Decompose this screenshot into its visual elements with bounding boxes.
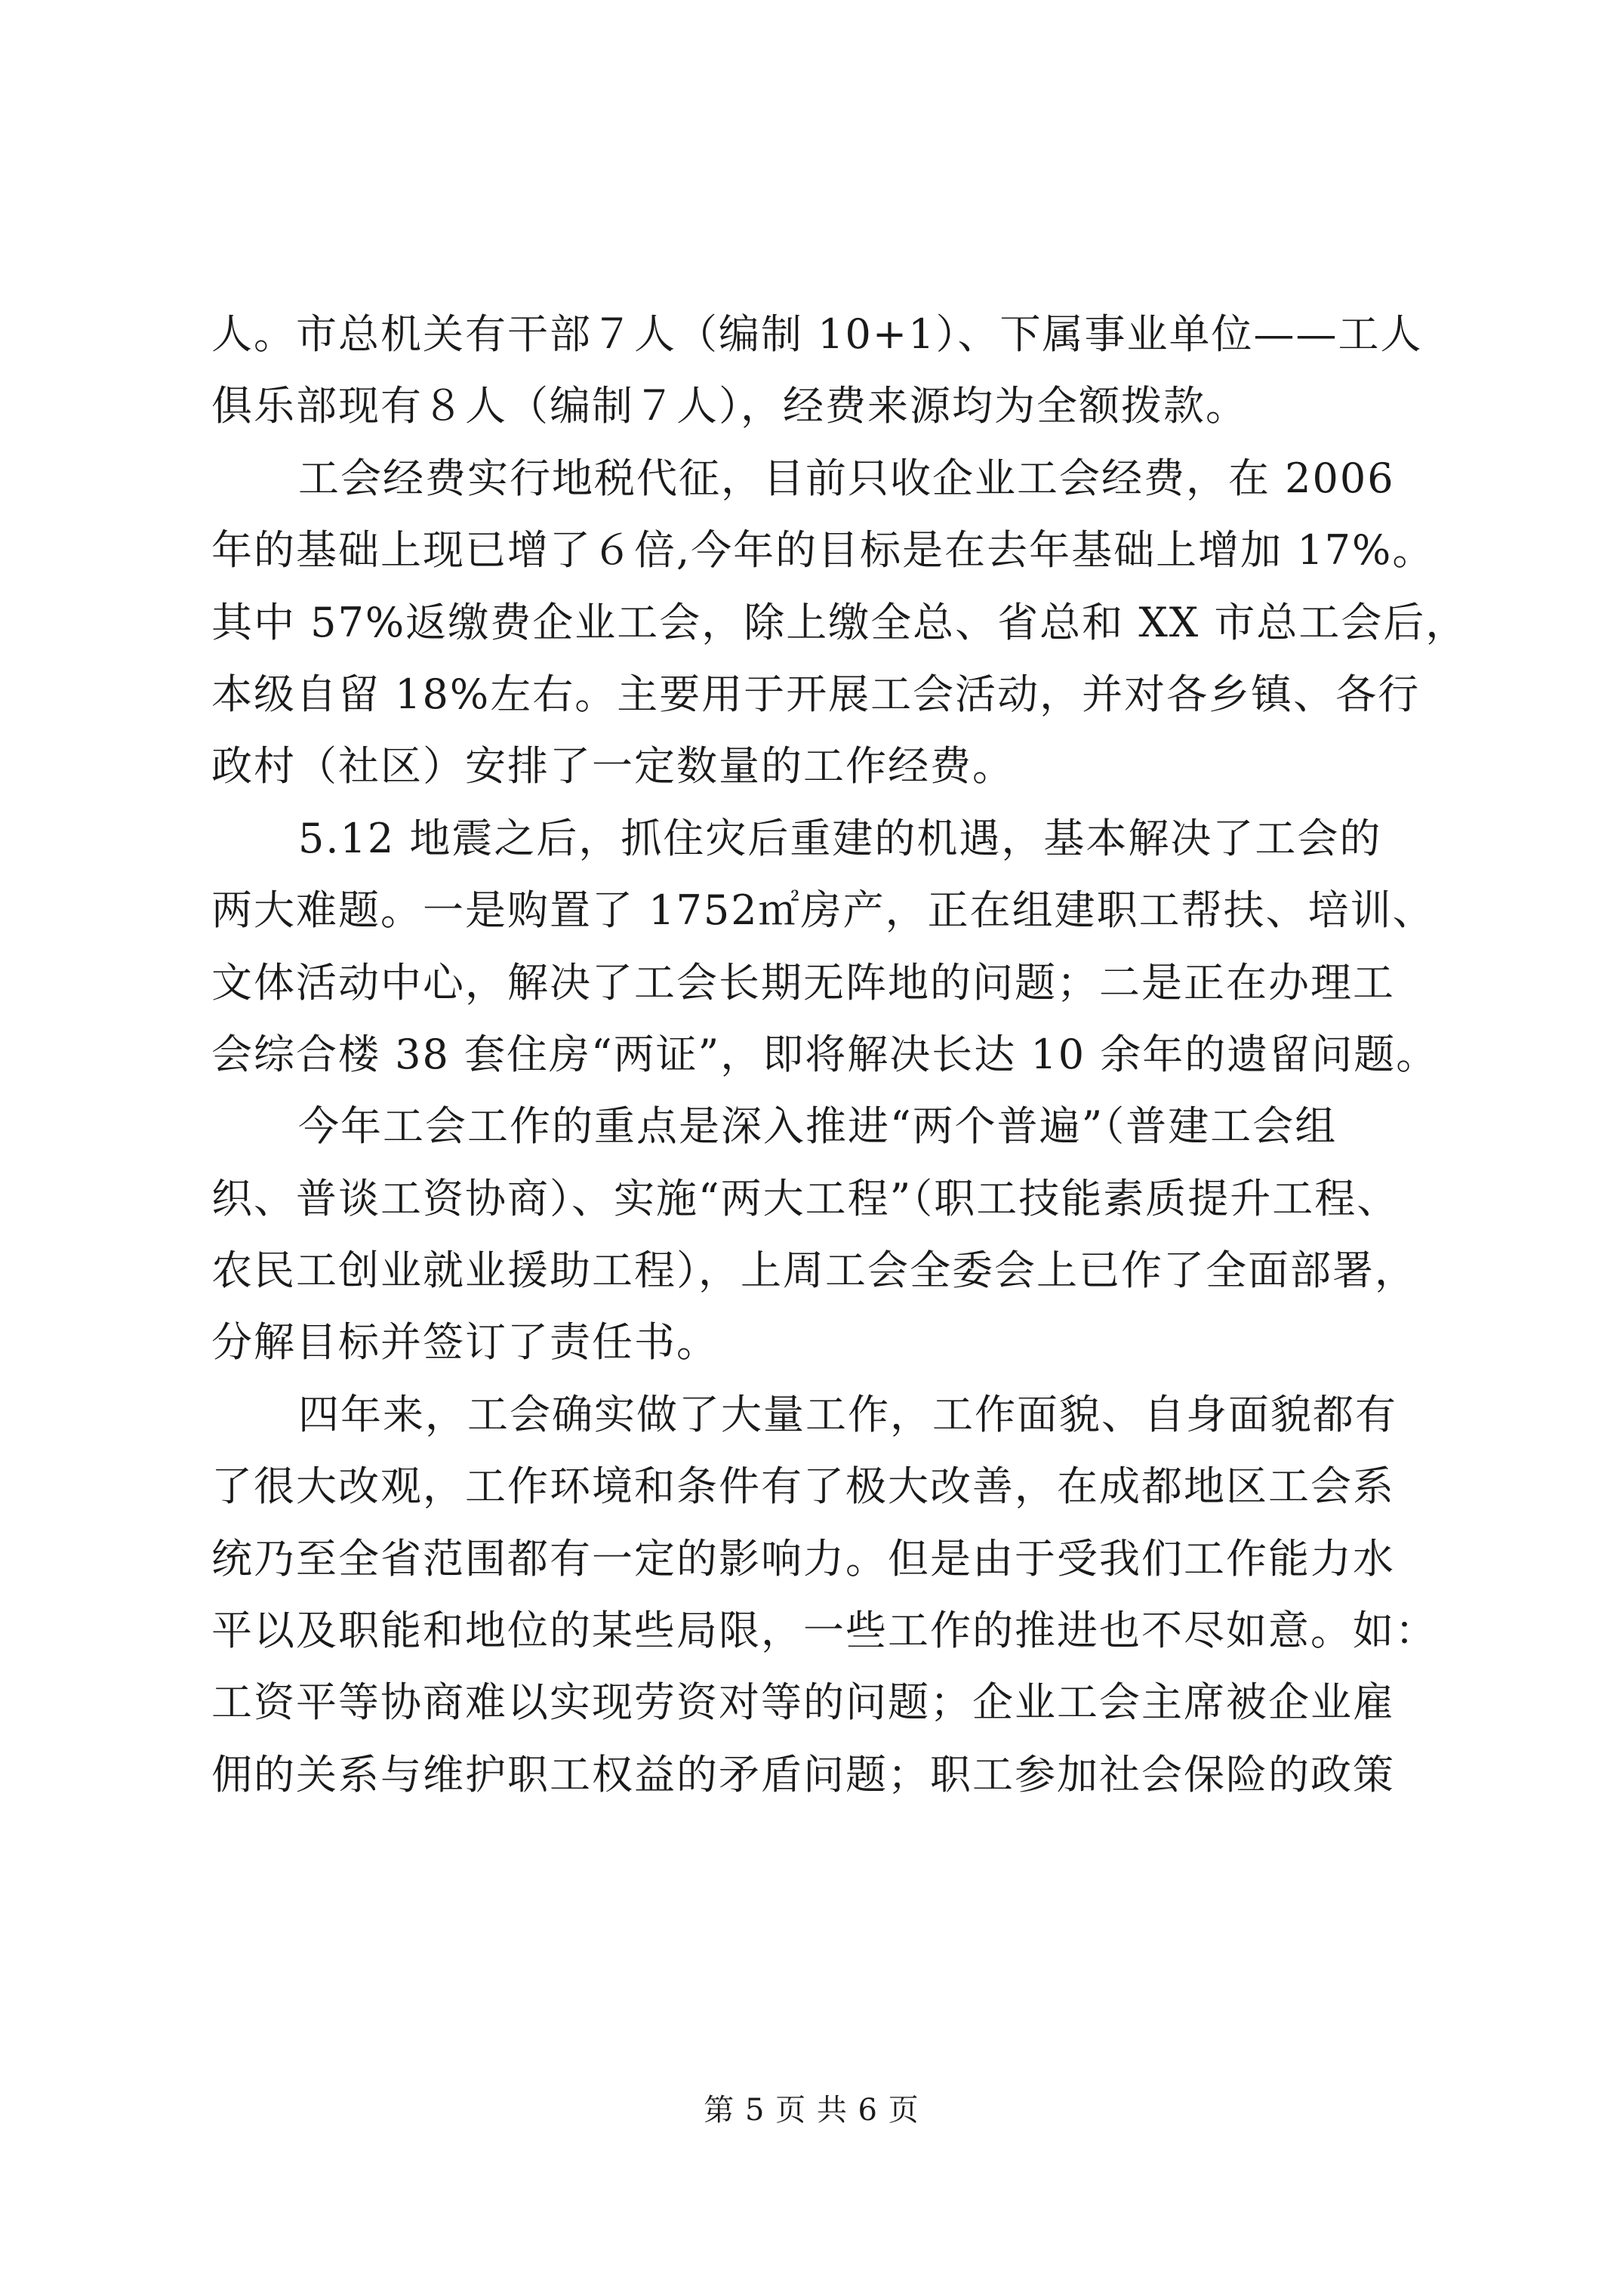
text-line: 俱乐部现有８人（编制７人），经费来源均为全额拨款。 [211, 382, 1248, 430]
text-line: 两大难题。一是购置了 1752㎡房产，正在组建职工帮扶、培训、 [211, 886, 1435, 935]
text-line: 政村（社区）安排了一定数量的工作经费。 [211, 742, 1015, 791]
text-line: 文体活动中心，解决了工会长期无阵地的问题；二是正在办理工 [211, 958, 1395, 1006]
page-number-label: 第 5 页 共 6 页 [704, 2093, 919, 2128]
text-line: 本级自留 18%左右。主要用于开展工会活动，并对各乡镇、各行 [211, 670, 1421, 718]
text-line: 工资平等协商难以实现劳资对等的问题；企业工会主席被企业雇 [211, 1678, 1395, 1727]
text-line: 会综合楼 38 套住房“两证”，即将解决长达 10 余年的遗留问题。 [211, 1030, 1439, 1078]
text-line: 今年工会工作的重点是深入推进“两个普遍”（普建工会组 [298, 1102, 1338, 1151]
text-line: 年的基础上现已增了６倍,今年的目标是在去年基础上增加 17%。 [211, 526, 1435, 575]
text-line: 5.12 地震之后，抓住灾后重建的机遇，基本解决了工会的 [298, 814, 1382, 862]
text-line: 农民工创业就业援助工程），上周工会全委会上已作了全面部署， [211, 1247, 1417, 1295]
text-line: 工会经费实行地税代征，目前只收企业工会经费，在 2006 [298, 454, 1395, 502]
text-line: 佣的关系与维护职工权益的矛盾问题；职工参加社会保险的政策 [211, 1750, 1395, 1798]
document-body [211, 298, 1468, 1811]
text-line: 其中 57%返缴费企业工会，除上缴全总、省总和 XX 市总工会后， [211, 598, 1468, 646]
text-line: 分解目标并签订了责任书。 [211, 1318, 719, 1367]
text-line: 四年来，工会确实做了大量工作，工作面貌、自身面貌都有 [298, 1390, 1397, 1438]
text-line: 织、普谈工资协商）、实施“两大工程”（职工技能素质提升工程、 [211, 1174, 1400, 1222]
text-line: 平以及职能和地位的某些局限，一些工作的推进也不尽如意。如： [211, 1607, 1437, 1655]
page-footer [0, 2091, 1623, 2129]
text-line: 人。市总机关有干部７人（编制 10+1）、下属事业单位——工人 [211, 310, 1423, 358]
text-line: 了很大改观，工作环境和条件有了极大改善，在成都地区工会系 [211, 1462, 1395, 1511]
text-line: 统乃至全省范围都有一定的影响力。但是由于受我们工作能力水 [211, 1534, 1395, 1583]
